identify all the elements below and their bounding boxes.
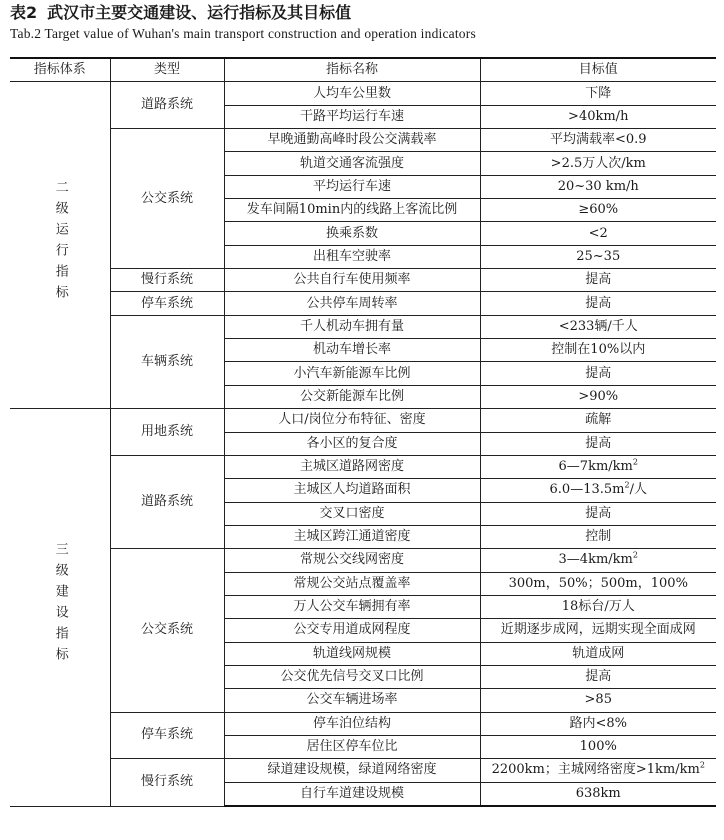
target-value: 300m，50%；500m，100% — [508, 575, 688, 591]
target-value: 3—4km/km — [558, 552, 633, 568]
target-value: 25~35 — [576, 248, 621, 264]
table-row — [10, 759, 716, 782]
indicator-name-cell: 轨道交通客流强度 — [224, 152, 480, 175]
target-superscript: 2 — [632, 551, 638, 561]
target-value-cell — [480, 292, 716, 315]
indicator-name-cell: 平均运行车速 — [224, 175, 480, 198]
target-value-cell — [480, 385, 716, 408]
target-value: 平均满载率<0.9 — [549, 132, 647, 148]
indicator-name-cell: 发车间隔10min内的线路上客流比例 — [224, 199, 480, 222]
target-value: <233辆/千人 — [558, 318, 638, 334]
target-value: ≥60% — [578, 202, 619, 218]
indicator-name-cell: 居住区停车位比 — [224, 735, 480, 758]
target-value-cell — [480, 549, 716, 572]
target-value-cell — [480, 362, 716, 385]
type-cell: 慢行系统 — [110, 269, 224, 292]
type-cell: 公交系统 — [110, 129, 224, 269]
target-value-cell — [480, 129, 716, 152]
indicator-name-cell: 主城区跨江通道密度 — [224, 525, 480, 548]
target-value: 提高 — [585, 505, 612, 521]
target-value-cell — [480, 735, 716, 758]
target-superscript: 2 — [632, 457, 638, 467]
type-cell: 公交系统 — [110, 549, 224, 712]
system-cell — [10, 82, 110, 409]
target-value: 提高 — [585, 295, 612, 311]
indicator-name-cell: 公交专用道成网程度 — [224, 619, 480, 642]
header-indicator: 指标名称 — [224, 58, 480, 82]
table-number: 表2 — [10, 3, 38, 22]
indicator-name-cell: 出租车空驶率 — [224, 245, 480, 268]
indicator-name-cell: 常规公交线网密度 — [224, 549, 480, 572]
target-value: 2200km；主城网络密度>1km/km — [491, 762, 700, 778]
indicator-name-cell: 换乘系数 — [224, 222, 480, 245]
target-value-cell — [480, 759, 716, 782]
target-suffix: /人 — [629, 482, 647, 498]
type-cell: 道路系统 — [110, 455, 224, 548]
target-value: >85 — [584, 692, 612, 708]
indicator-name-cell: 公交优先信号交叉口比例 — [224, 665, 480, 688]
target-value: >2.5万人次/km — [550, 155, 646, 171]
indicator-name-cell: 交叉口密度 — [224, 502, 480, 525]
target-value-cell — [480, 642, 716, 665]
type-cell: 慢行系统 — [110, 759, 224, 806]
target-value: >40km/h — [568, 108, 629, 124]
table-caption-zh — [10, 2, 351, 24]
indicator-name-cell: 轨道线网规模 — [224, 642, 480, 665]
indicator-name-cell: 小汽车新能源车比例 — [224, 362, 480, 385]
indicator-name-cell: 绿道建设规模，绿道网络密度 — [224, 759, 480, 782]
target-value-cell — [480, 199, 716, 222]
target-value: 近期逐步成网，远期实现全面成网 — [500, 622, 696, 638]
target-value: 提高 — [585, 365, 612, 381]
target-value: 638km — [575, 785, 621, 801]
indicator-name-cell: 主城区人均道路面积 — [224, 479, 480, 502]
target-value-cell — [480, 245, 716, 268]
type-cell: 车辆系统 — [110, 315, 224, 408]
target-value: 控制 — [585, 529, 612, 545]
target-value-cell — [480, 432, 716, 455]
table-header-row — [10, 58, 716, 82]
indicator-name-cell: 自行车道建设规模 — [224, 782, 480, 806]
target-value-cell — [480, 619, 716, 642]
system-label: 三级建设指标 — [52, 541, 68, 668]
indicator-name-cell: 公共自行车使用频率 — [224, 269, 480, 292]
indicator-name-cell: 机动车增长率 — [224, 339, 480, 362]
target-value: 提高 — [585, 272, 612, 288]
type-cell: 用地系统 — [110, 409, 224, 456]
table-row — [10, 292, 716, 315]
table-row — [10, 315, 716, 338]
type-cell: 停车系统 — [110, 292, 224, 315]
target-value: 路内<8% — [569, 715, 628, 731]
target-value: 提高 — [585, 435, 612, 451]
table-body — [10, 82, 716, 806]
target-value: 控制在10%以内 — [551, 342, 646, 358]
table-row — [10, 712, 716, 735]
target-value-cell — [480, 105, 716, 128]
target-value-cell — [480, 595, 716, 618]
target-value: 疏解 — [585, 412, 612, 428]
target-value-cell — [480, 479, 716, 502]
indicator-name-cell: 干路平均运行车速 — [224, 105, 480, 128]
target-value-cell — [480, 782, 716, 806]
system-label: 二级运行指标 — [52, 179, 68, 306]
table-row — [10, 409, 716, 432]
indicator-name-cell: 人均车公里数 — [224, 82, 480, 105]
target-value: <2 — [588, 225, 608, 241]
target-value: 下降 — [585, 85, 612, 101]
target-value-cell — [480, 315, 716, 338]
target-value-cell — [480, 665, 716, 688]
table-title-zh: 武汉市主要交通建设、运行指标及其目标值 — [47, 3, 352, 22]
type-cell: 道路系统 — [110, 82, 224, 129]
type-cell: 停车系统 — [110, 712, 224, 759]
target-value-cell — [480, 525, 716, 548]
indicator-name-cell: 公交新能源车比例 — [224, 385, 480, 408]
table-row — [10, 549, 716, 572]
target-value: 轨道成网 — [572, 645, 625, 661]
table-row — [10, 82, 716, 105]
target-value-cell — [480, 269, 716, 292]
table-caption-en: Tab.2 Target value of Wuhan's main transport construction and operation indicators — [10, 26, 476, 41]
target-value-cell — [480, 152, 716, 175]
target-value-cell — [480, 82, 716, 105]
table-row — [10, 129, 716, 152]
indicator-name-cell: 常规公交站点覆盖率 — [224, 572, 480, 595]
indicator-name-cell: 公交车辆进场率 — [224, 689, 480, 712]
target-value-cell — [480, 572, 716, 595]
target-value-cell — [480, 339, 716, 362]
table-row — [10, 269, 716, 292]
target-value: 100% — [579, 739, 617, 755]
table-row — [10, 455, 716, 478]
indicator-name-cell: 停车泊位结构 — [224, 712, 480, 735]
target-value: 6—7km/km — [558, 459, 633, 475]
target-value-cell — [480, 409, 716, 432]
target-value-cell — [480, 712, 716, 735]
header-type: 类型 — [110, 58, 224, 82]
indicator-name-cell: 公共停车周转率 — [224, 292, 480, 315]
target-superscript: 2 — [699, 761, 705, 771]
target-value: >90% — [578, 388, 619, 404]
target-value: 20~30 km/h — [557, 178, 639, 194]
target-value-cell — [480, 502, 716, 525]
target-value: 18标台/万人 — [561, 599, 635, 615]
target-value-cell — [480, 689, 716, 712]
indicator-name-cell: 各小区的复合度 — [224, 432, 480, 455]
target-value-cell — [480, 455, 716, 478]
header-target: 目标值 — [480, 58, 716, 82]
indicator-name-cell: 早晚通勤高峰时段公交满载率 — [224, 129, 480, 152]
system-cell — [10, 409, 110, 806]
indicator-table — [10, 57, 716, 807]
indicator-name-cell: 万人公交车辆拥有率 — [224, 595, 480, 618]
header-system: 指标体系 — [10, 58, 110, 82]
target-value-cell — [480, 222, 716, 245]
indicator-name-cell: 人口/岗位分布特征、密度 — [224, 409, 480, 432]
target-value: 提高 — [585, 669, 612, 685]
indicator-name-cell: 千人机动车拥有量 — [224, 315, 480, 338]
target-value: 6.0—13.5m — [549, 482, 625, 498]
target-superscript: 2 — [624, 481, 630, 491]
target-value-cell — [480, 175, 716, 198]
indicator-name-cell: 主城区道路网密度 — [224, 455, 480, 478]
